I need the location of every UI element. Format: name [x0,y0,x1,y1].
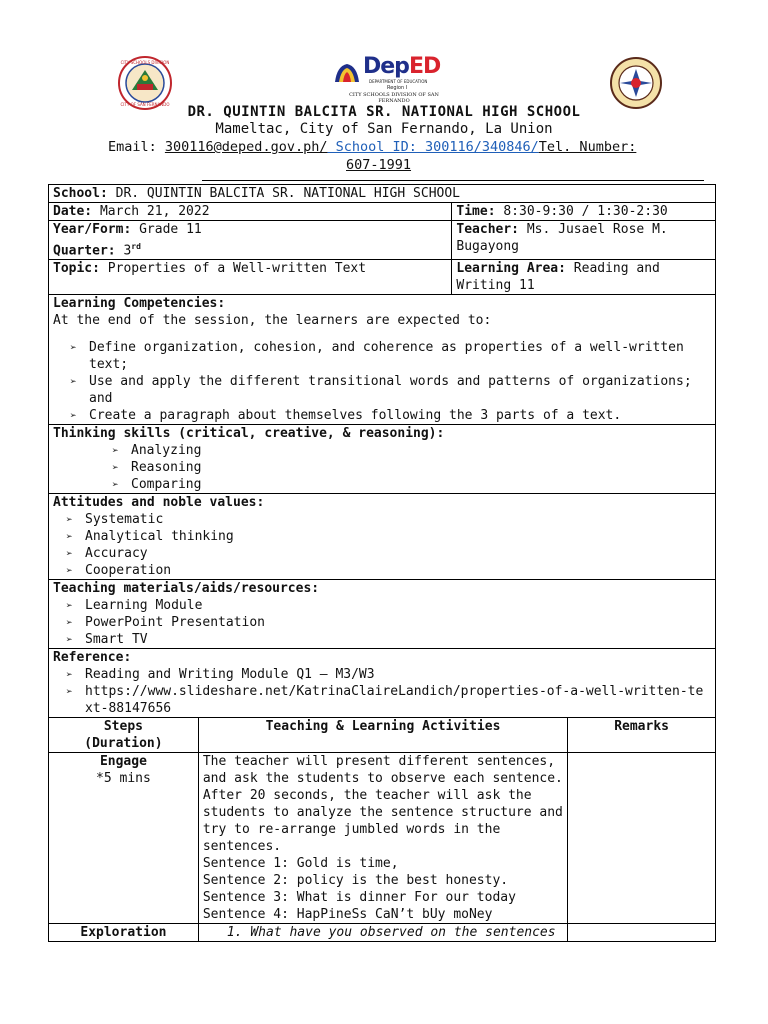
list-item: ➢ Comparing [112,477,202,493]
competencies-list [53,339,711,424]
arrow-bullet-icon: ➢ [70,375,77,389]
deped-official-seal-logo [610,57,662,109]
list-item: ➢ Create a paragraph about themselves following the 3 parts of a text. [70,408,622,424]
list-item: ➢ Accuracy [66,546,148,562]
list-item: ➢ Define organization, cohesion, and coherence as properties of a well-written text; [70,340,684,373]
contact-line [108,139,636,155]
list-item: ➢ Reading and Writing Module Q1 – M3/W3 [66,667,375,683]
engage-step-cell [49,753,199,924]
deped-region: Region I [387,85,408,91]
arrow-bullet-icon: ➢ [112,461,119,475]
competencies-heading: Learning Competencies: [53,296,226,312]
time-label: Time: [456,204,496,219]
competencies-intro: At the end of the session, the learners are expected to: [53,313,492,329]
thinking-skills-list [53,442,711,493]
competencies-row [49,295,716,425]
reference-cell [49,649,716,718]
date-time-row [49,203,716,221]
quarter-value: 3 [115,243,132,259]
deped-wordmark [363,54,440,79]
city-schools-division-seal-logo [118,56,172,110]
activities-header-row [49,718,716,753]
competencies-cell [49,295,716,425]
deped-wordmark-ed: ED [408,54,441,79]
arrow-bullet-icon: ➢ [66,685,73,699]
date-cell [49,203,452,221]
arrow-bullet-icon: ➢ [66,547,73,561]
arrow-bullet-icon: ➢ [66,530,73,544]
engage-label: Engage [99,754,147,770]
svg-text:CITY OF SAN FERNANDO: CITY OF SAN FERNANDO [120,102,170,107]
list-item: ➢ Analyzing [112,443,202,459]
letterhead [0,0,768,186]
arrow-bullet-icon: ➢ [112,478,119,492]
arrow-bullet-icon: ➢ [66,633,73,647]
reference-heading: Reference: [53,650,132,666]
teacher-value: Ms. Jusael Rose M. Bugayong [456,222,668,254]
deped-subtitle: DEPARTMENT OF EDUCATION [369,79,428,84]
arrow-bullet-icon: ➢ [70,409,77,423]
thinking-skills-heading: Thinking skills (critical, creative, & reasoning): [53,426,445,442]
attitudes-list [53,511,711,579]
svg-text:CITY SCHOOLS DIVISION: CITY SCHOOLS DIVISION [120,60,170,65]
list-item: ➢ Cooperation [66,563,172,579]
list-item: ➢ Analytical thinking [66,529,234,545]
reference-list [53,666,711,717]
list-item: ➢ Smart TV [66,632,148,648]
exploration-activities-cell: 1. What have you observed on the sentences [198,924,567,942]
steps-column-header: Steps (Duration) [49,718,199,753]
remarks-column-header: Remarks [568,718,716,753]
school-label: School: [53,186,108,201]
learning-area-cell [452,260,716,295]
exploration-step-cell: Exploration [49,924,199,942]
header-divider [202,180,704,181]
list-item: ➢ Systematic [66,512,164,528]
arrow-bullet-icon: ➢ [112,444,119,458]
arrow-bullet-icon: ➢ [66,599,73,613]
arrow-bullet-icon: ➢ [66,513,73,527]
engage-remarks-cell [568,753,716,924]
time-value: 8:30-9:30 / 1:30-2:30 [495,204,668,219]
email-link[interactable]: 300116@deped.gov.ph/ [164,139,328,155]
arrow-bullet-icon: ➢ [66,668,73,682]
learning-area-value: Reading and Writing 11 [456,261,660,294]
activities-column-header: Teaching & Learning Activities [198,718,567,753]
quarter-label: Quarter: [53,243,116,259]
teacher-cell [452,221,716,260]
materials-cell [49,580,716,649]
materials-row [49,580,716,649]
attitudes-heading: Attitudes and noble values: [53,495,265,511]
list-item: ➢ Learning Module [66,598,203,614]
deped-division: CITY SCHOOLS DIVISION OF SAN FERNANDO [349,92,439,104]
materials-heading: Teaching materials/aids/resources: [53,581,320,597]
arrow-bullet-icon: ➢ [70,341,77,355]
engage-row [49,753,716,924]
deped-logo [325,56,455,104]
school-cell [49,185,716,203]
date-label: Date: [53,204,93,219]
time-cell [452,203,716,221]
tel-label: Tel. Number: [538,139,637,155]
topic-area-row [49,260,716,295]
engage-activities-cell: The teacher will present different sentences, and ask the students to observe each sentence. After 20 seconds, the teacher will ask the students to analyze the sentence structure and try to re-arrange jumbled words in the sentences. Sentence 1: Gold is time, Sentence 2: policy is the best honesty. Sentence 3: What is dinner For our today Sentence 4: HapPineSs CaN’t bUy moNey [198,753,567,924]
topic-value: Properties of a Well-written Text [99,261,367,277]
list-item [63,683,711,717]
thinking-skills-row [49,425,716,494]
thinking-skills-cell [49,425,716,494]
year-value: Grade 11 [131,222,202,237]
topic-cell [49,260,452,295]
year-teacher-row [49,221,716,260]
engage-duration: *5 mins [96,771,151,787]
email-label: Email: [108,139,165,155]
school-id-link[interactable]: School ID: 300116/340846/ [327,139,539,155]
school-value: DR. QUINTIN BALCITA SR. NATIONAL HIGH SCHOOL [107,186,460,201]
list-item: ➢ Use and apply the different transitional words and patterns of organizations; and [70,374,692,407]
topic-label: Topic: [53,261,100,277]
exploration-remarks-cell [568,924,716,942]
materials-list [53,597,711,648]
reference-row [49,649,716,718]
list-item: ➢ PowerPoint Presentation [66,615,266,631]
learning-area-label: Learning Area: [456,261,566,277]
deped-wordmark-dep: Dep [363,54,409,79]
school-row [49,185,716,203]
school-name-heading: DR. QUINTIN BALCITA SR. NATIONAL HIGH SCHOOL [187,104,581,120]
attitudes-cell [49,494,716,580]
year-label: Year/Form: [53,222,132,237]
exploration-row [49,924,716,942]
reference-url[interactable]: https://www.slideshare.net/KatrinaClaireLandich/properties-of-a-well-written-text-88147656 [85,684,704,717]
arrow-bullet-icon: ➢ [66,616,73,630]
teacher-label: Teacher: [456,222,520,237]
tel-number: 607-1991 [346,157,412,173]
date-value: March 21, 2022 [92,204,210,219]
year-quarter-cell [49,221,452,260]
school-address: Mameltac, City of San Fernando, La Union [215,121,553,137]
lesson-plan-table [48,184,716,942]
arrow-bullet-icon: ➢ [66,564,73,578]
quarter-superscript: rd [131,242,141,251]
deped-seal-icon [333,62,361,84]
list-item: ➢ Reasoning [112,460,202,476]
attitudes-row [49,494,716,580]
